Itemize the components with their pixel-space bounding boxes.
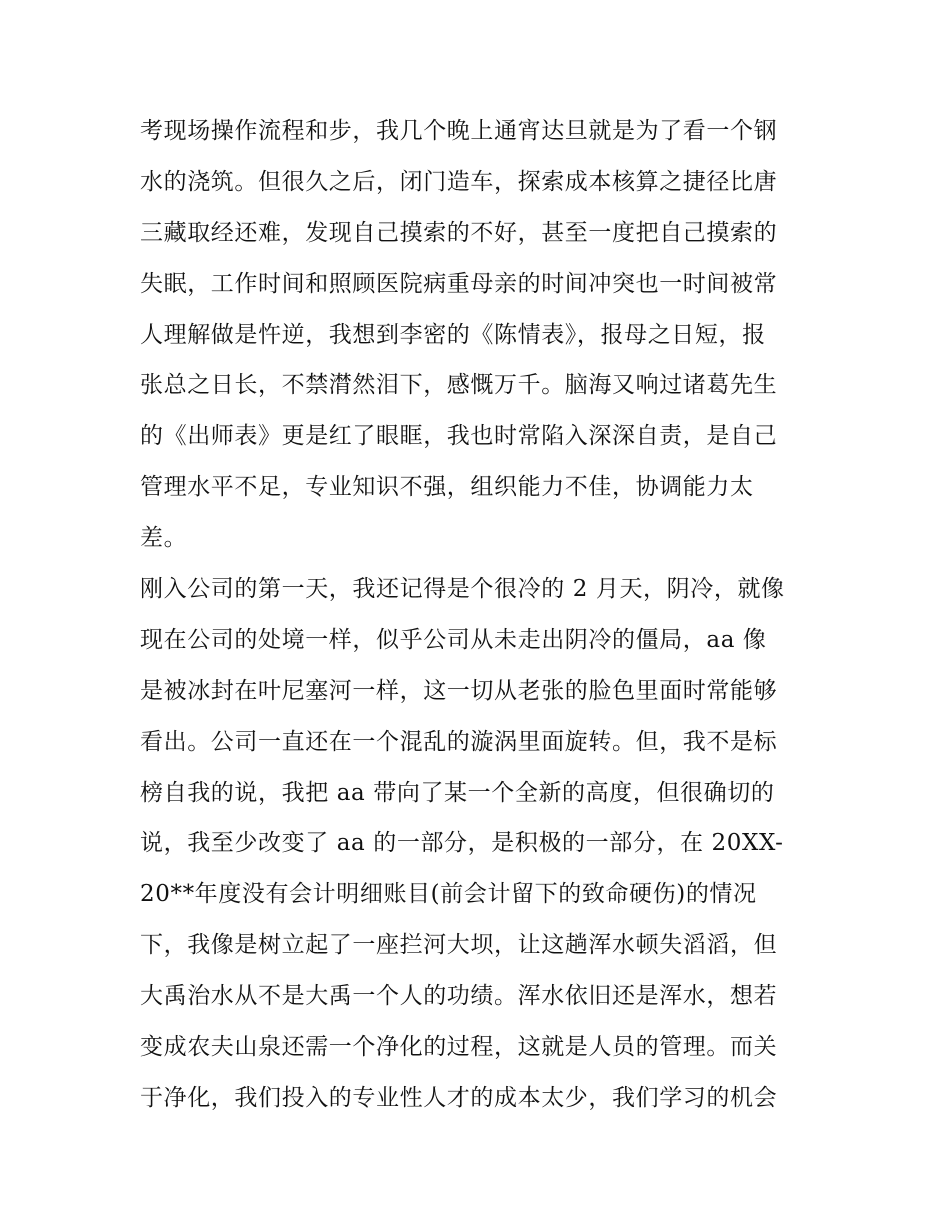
text-line: 考现场操作流程和步，我几个晚上通宵达旦就是为了看一个钢 (140, 118, 778, 144)
text-line: 20**年度没有会计明细账目(前会计留下的致命硬伤)的情况 (140, 881, 757, 908)
text-line: 下，我像是树立起了一座拦河大坝，让这趟浑水顿失滔滔，但 (140, 932, 778, 959)
body-text (140, 106, 820, 1124)
text-line: 于净化，我们投入的专业性人才的成本太少，我们学习的机会 (140, 1084, 778, 1111)
text-line: 水的浇筑。但很久之后，闭门造车，探索成本核算之捷径比唐 (140, 168, 778, 195)
text-line: 管理水平不足，专业知识不强，组织能力不佳，协调能力太 (140, 474, 754, 501)
text-line: 现在公司的处境一样，似乎公司从未走出阴冷的僵局，aa 像 (140, 626, 767, 653)
text-line: 大禹治水从不是大禹一个人的功绩。浑水依旧还是浑水，想若 (140, 983, 778, 1010)
text-line: 看出。公司一直还在一个混乱的漩涡里面旋转。但，我不是标 (140, 728, 778, 755)
text-line: 人理解做是忤逆，我想到李密的《陈情表》，报母之日短，报 (140, 321, 766, 348)
text-line: 张总之日长，不禁潸然泪下，感慨万千。脑海又响过诸葛先生 (140, 372, 778, 399)
text-line: 榜自我的说，我把 aa 带向了某一个全新的高度，但很确切的 (140, 779, 775, 806)
text-line: 失眠，工作时间和照顾医院病重母亲的时间冲突也一时间被常 (140, 270, 778, 297)
text-line: 说，我至少改变了 aa 的一部分，是积极的一部分，在 20XX- (140, 830, 784, 857)
text-line: 三藏取经还难，发现自己摸索的不好，甚至一度把自己摸索的 (140, 219, 778, 246)
text-line: 是被冰封在叶尼塞河一样，这一切从老张的脸色里面时常能够 (140, 677, 778, 704)
text-line: 刚入公司的第一天，我还记得是个很冷的 2 月天，阴冷，就像 (140, 576, 785, 603)
text-line: 差。 (140, 525, 188, 552)
text-line: 变成农夫山泉还需一个净化的过程，这就是人员的管理。而关 (140, 1034, 778, 1061)
text-line: 的《出师表》更是红了眼眶，我也时常陷入深深自责，是自己 (140, 423, 778, 450)
